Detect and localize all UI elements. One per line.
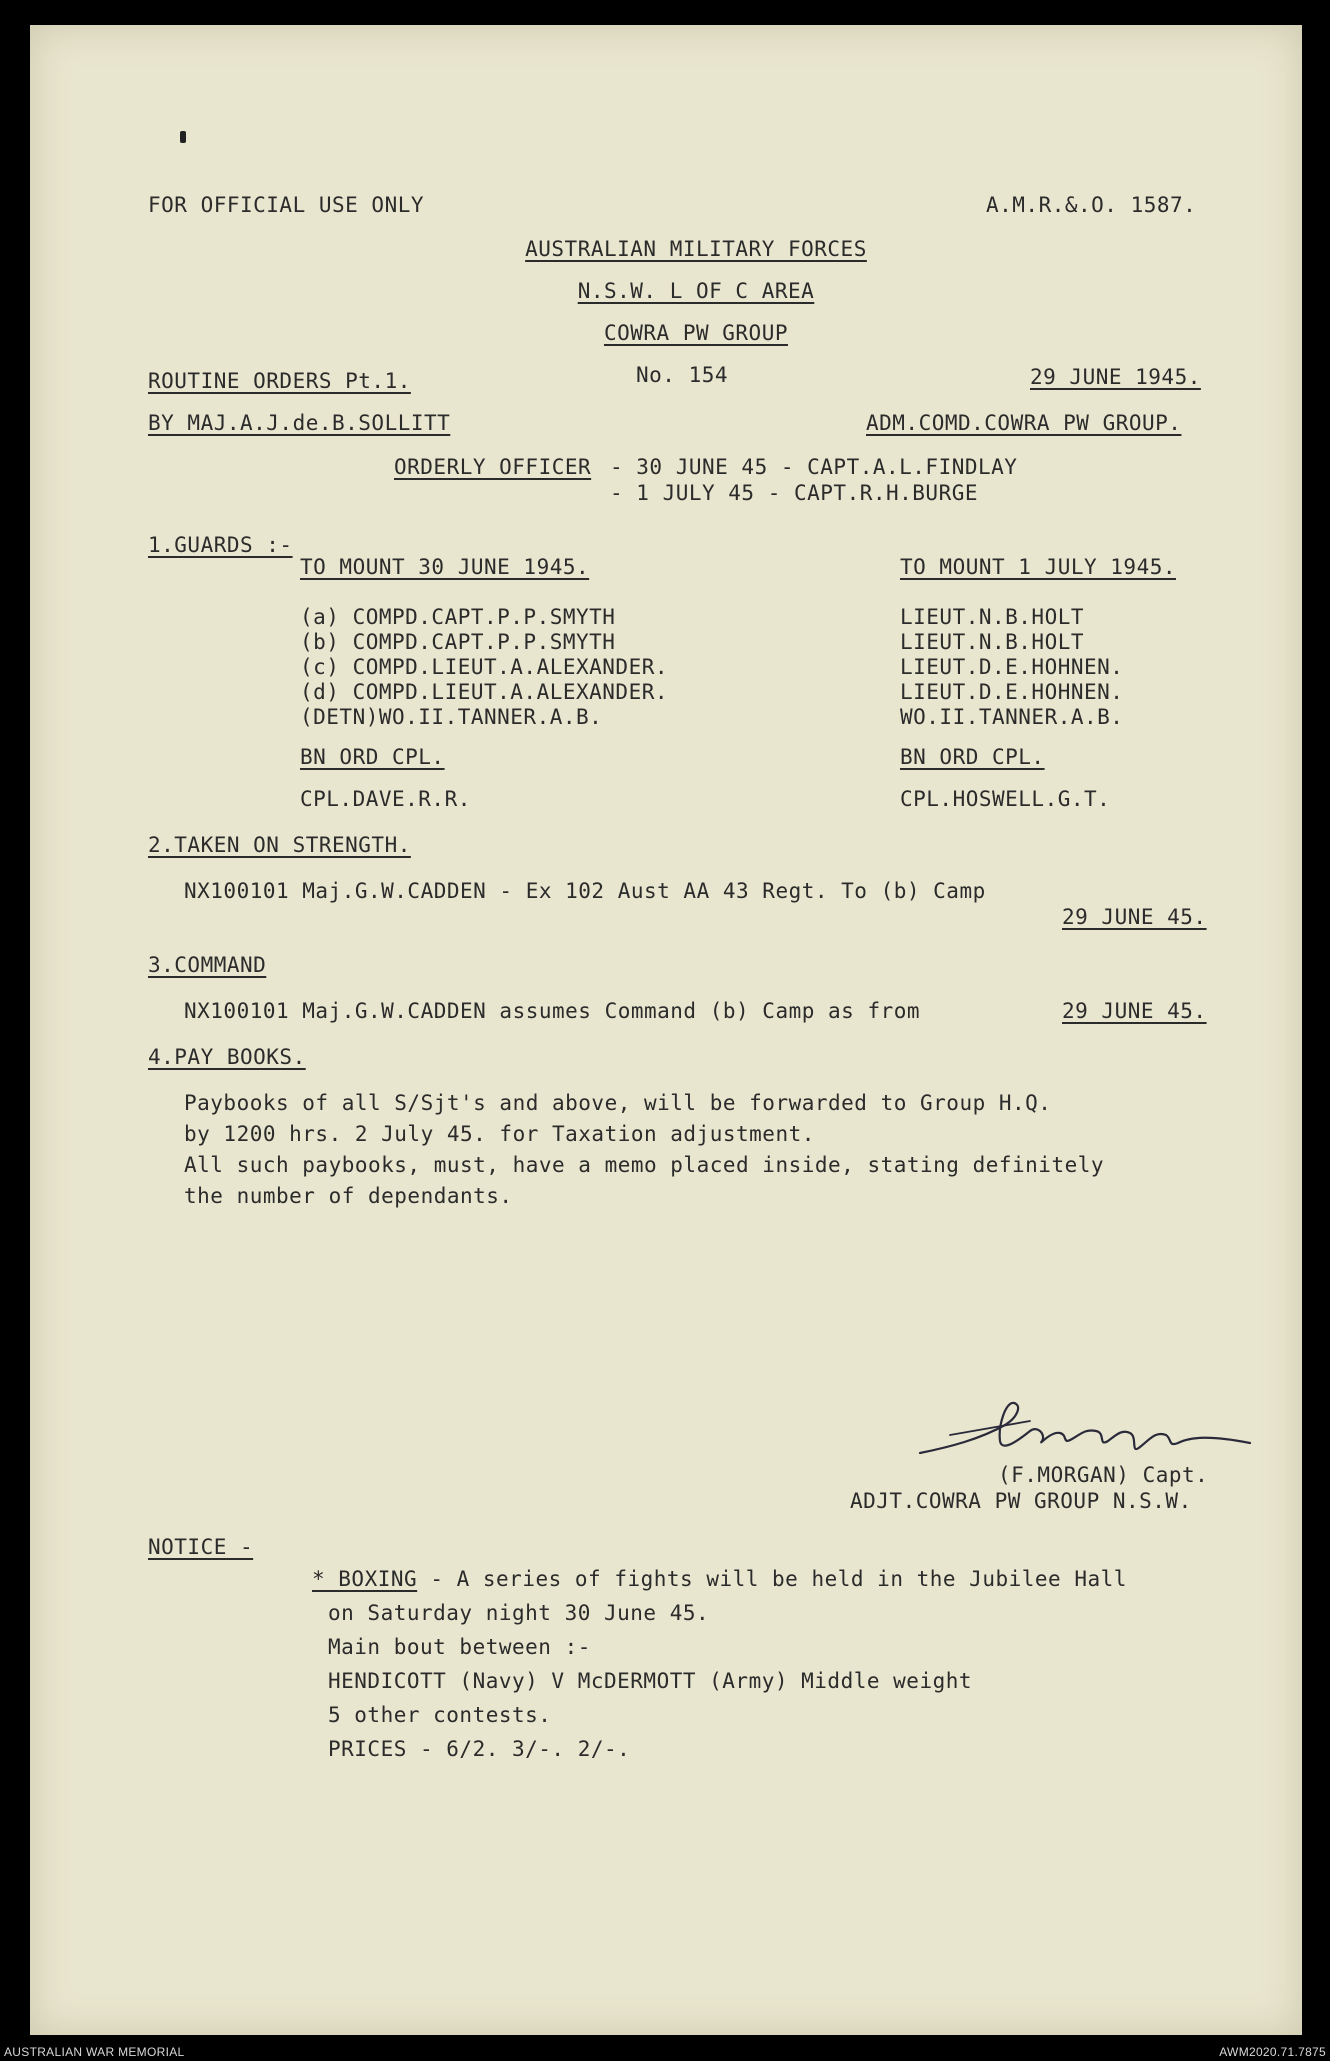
orders-date: 29 JUNE 1945. xyxy=(1030,365,1201,389)
taken-on-strength-date: 29 JUNE 45. xyxy=(1062,905,1207,929)
by-line: BY MAJ.A.J.de.B.SOLLITT xyxy=(148,411,451,435)
boxing-line xyxy=(312,1569,1127,1590)
notice-heading-text: NOTICE - xyxy=(148,1535,254,1559)
boxing-text: - A series of fights will be held in the Jubilee Hall xyxy=(430,1567,1127,1591)
signed-title: ADJT.COWRA PW GROUP N.S.W. xyxy=(850,1489,1192,1513)
guard-col2-item: LIEUT.N.B.HOLT xyxy=(900,630,1085,654)
pay-books-line: the number of dependants. xyxy=(184,1184,513,1208)
guard-col2-item: LIEUT.N.B.HOLT xyxy=(900,605,1085,629)
guards-col2-heading: TO MOUNT 1 JULY 1945. xyxy=(900,555,1177,579)
ink-mark xyxy=(180,131,186,143)
notice-heading xyxy=(148,1537,253,1558)
command-heading: 3.COMMAND xyxy=(148,953,267,977)
guard-col2-item: LIEUT.D.E.HOHNEN. xyxy=(900,655,1124,679)
command-line: NX100101 Maj.G.W.CADDEN assumes Command (b) Camp as from xyxy=(184,999,921,1023)
guard-col1-item: (d) COMPD.LIEUT.A.ALEXANDER. xyxy=(300,680,669,704)
orderly-line-2: - 1 JULY 45 - CAPT.R.H.BURGE xyxy=(610,481,979,505)
by-title: ADM.COMD.COWRA PW GROUP. xyxy=(866,411,1182,435)
orders-title: ROUTINE ORDERS Pt.1. xyxy=(148,369,411,393)
org-line-3: COWRA PW GROUP xyxy=(603,321,788,345)
guards-heading: 1.GUARDS :- xyxy=(148,533,293,557)
org-line-2: N.S.W. L OF C AREA xyxy=(577,279,815,303)
notice-line: 5 other contests. xyxy=(328,1703,552,1727)
orders-number: No. 154 xyxy=(636,363,729,387)
taken-on-strength-heading: 2.TAKEN ON STRENGTH. xyxy=(148,833,411,857)
org-line-1: AUSTRALIAN MILITARY FORCES xyxy=(525,237,867,261)
signed-name: (F.MORGAN) Capt. xyxy=(998,1463,1209,1487)
footer-left: AUSTRALIAN WAR MEMORIAL xyxy=(4,2045,185,2059)
pay-books-line: by 1200 hrs. 2 July 45. for Taxation adjustment. xyxy=(184,1122,815,1146)
guard-col1-item: (a) COMPD.CAPT.P.P.SMYTH xyxy=(300,605,616,629)
guard-col2-item: WO.II.TANNER.A.B. xyxy=(900,705,1124,729)
footer-right: AWM2020.71.7875 xyxy=(1219,2045,1326,2059)
notice-line: HENDICOTT (Navy) V McDERMOTT (Army) Middle weight xyxy=(328,1669,973,1693)
document-page xyxy=(30,25,1302,2035)
bn-ord-cpl-col2: CPL.HOSWELL.G.T. xyxy=(900,787,1111,811)
bn-ord-cpl-label-col2: BN ORD CPL. xyxy=(900,745,1045,769)
boxing-label: * BOXING xyxy=(312,1567,418,1591)
notice-line: Main bout between :- xyxy=(328,1635,591,1659)
classification: FOR OFFICIAL USE ONLY xyxy=(148,193,425,217)
handwritten-signature xyxy=(910,1395,1270,1465)
reference-number: A.M.R.&.O. 1587. xyxy=(986,193,1197,217)
orderly-line-1: - 30 JUNE 45 - CAPT.A.L.FINDLAY xyxy=(610,455,1018,479)
pay-books-line: All such paybooks, must, have a memo placed inside, stating definitely xyxy=(184,1153,1105,1177)
notice-line: PRICES - 6/2. 3/-. 2/-. xyxy=(328,1737,631,1761)
guards-col1-heading: TO MOUNT 30 JUNE 1945. xyxy=(300,555,590,579)
guard-col1-item: (DETN)WO.II.TANNER.A.B. xyxy=(300,705,603,729)
command-date: 29 JUNE 45. xyxy=(1062,999,1207,1023)
bn-ord-cpl-col1: CPL.DAVE.R.R. xyxy=(300,787,471,811)
taken-on-strength-line: NX100101 Maj.G.W.CADDEN - Ex 102 Aust AA 43 Regt. To (b) Camp xyxy=(184,879,986,903)
guard-col2-item: LIEUT.D.E.HOHNEN. xyxy=(900,680,1124,704)
pay-books-line: Paybooks of all S/Sjt's and above, will be forwarded to Group H.Q. xyxy=(184,1091,1052,1115)
guard-col1-item: (b) COMPD.CAPT.P.P.SMYTH xyxy=(300,630,616,654)
bn-ord-cpl-label-col1: BN ORD CPL. xyxy=(300,745,445,769)
notice-line: on Saturday night 30 June 45. xyxy=(328,1601,710,1625)
pay-books-heading: 4.PAY BOOKS. xyxy=(148,1045,306,1069)
orderly-officer-label: ORDERLY OFFICER xyxy=(394,455,592,479)
guard-col1-item: (c) COMPD.LIEUT.A.ALEXANDER. xyxy=(300,655,669,679)
